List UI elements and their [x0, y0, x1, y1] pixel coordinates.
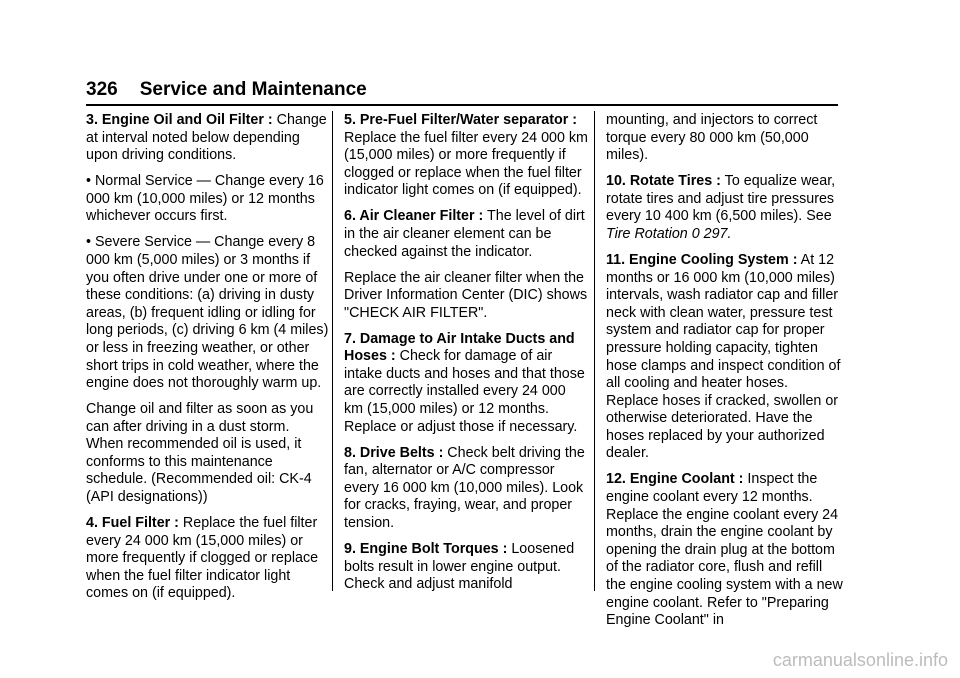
- item-heading: 3. Engine Oil and Oil Filter :: [86, 112, 273, 128]
- item-engine-coolant: [606, 471, 844, 629]
- column-divider-2: [594, 111, 595, 591]
- column-3: [606, 112, 844, 638]
- paragraph-continuation: mounting, and injectors to correct torque every 80 000 km (50,000 miles).: [606, 112, 818, 164]
- item-heading: 11. Engine Cooling System :: [606, 251, 798, 268]
- cross-reference-link[interactable]: Tire Rotation: [606, 225, 688, 242]
- item-heading: 8. Drive Belts :: [344, 444, 444, 461]
- column-2: [344, 112, 588, 602]
- item-rotate-tires: [606, 173, 844, 243]
- item-heading: 7. Damage to Air Intake Ducts and Hoses :: [344, 330, 575, 365]
- item-text: Check belt driving the fan, alternator or A/C compressor every 16 000 km (10,000 miles). Look for cracks, fraying, wear, and proper tension.: [344, 444, 585, 532]
- item-text: Inspect the engine coolant every 12 months. Replace the engine coolant every 24 months, drain the engine coolant by opening the drain plug at the bottom of the radiator core, flush and refill the engine cooling system with a new engine coolant. Refer to "Preparing Engine Coolant" in: [606, 471, 843, 629]
- section-title: Service and Maintenance: [139, 79, 367, 100]
- item-heading: 10. Rotate Tires :: [606, 173, 721, 190]
- item-bolt-torques: [344, 541, 588, 594]
- page-number: 326: [86, 79, 118, 100]
- paragraph-air-filter-note: Replace the air cleaner filter when the Driver Information Center (DIC) shows "CHECK AIR FILTER".: [344, 269, 588, 321]
- page-header: [86, 79, 367, 107]
- item-cooling-system: [606, 252, 844, 463]
- item-text: Check for damage of air intake ducts and hoses and that those are correctly installed every 24 000 km (15,000 miles) or 12 months. Replace or adjust those if necessary.: [344, 348, 585, 435]
- item-heading: 6. Air Cleaner Filter :: [344, 208, 484, 225]
- item-heading: 5. Pre-Fuel Filter/Water separator :: [344, 112, 578, 128]
- item-engine-oil: [86, 112, 330, 165]
- watermark: carmanualsonline.info: [772, 650, 948, 670]
- item-text: Change at interval noted below depending upon driving conditions.: [86, 112, 327, 164]
- item-air-cleaner: [344, 208, 588, 261]
- item-pre-fuel-filter: [344, 112, 588, 200]
- item-heading: 4. Fuel Filter :: [86, 515, 179, 532]
- column-divider-1: [332, 111, 333, 591]
- item-fuel-filter: [86, 515, 330, 603]
- item-text: To equalize wear, rotate tires and adjust tire pressures every 10 400 km (6,500 miles). See: [606, 173, 836, 225]
- bullet-severe-service: • Severe Service — Change every 8 000 km (5,000 miles) or 3 months if you often drive under one or more of these conditions: (a) driving in dusty areas, (b) frequent idling or idling for long periods, (c) driving 6 km (4 miles) or less in freezing weather, or other short trips in cold weather, where the engine does not thoroughly warm up.: [86, 234, 329, 392]
- item-air-intake: [344, 331, 588, 437]
- paragraph-oil-note: Change oil and filter as soon as you can after driving in a dust storm. When recommended oil is used, it conforms to this maintenance schedule. (Recommended oil: CK-4 (API designations)): [86, 401, 314, 506]
- item-drive-belts: [344, 445, 588, 533]
- page-reference: 0 297.: [687, 225, 732, 242]
- item-heading: 9. Engine Bolt Torques :: [344, 541, 508, 558]
- item-text: Loosened bolts result in lower engine output. Check and adjust manifold: [344, 541, 575, 593]
- column-1: [86, 112, 330, 611]
- item-text: The level of dirt in the air cleaner element can be checked against the indicator.: [344, 208, 585, 260]
- item-heading: 12. Engine Coolant :: [606, 471, 744, 488]
- item-text: Replace the fuel filter every 24 000 km (15,000 miles) or more frequently if clogged or replace when the fuel filter indicator light comes on (if equipped).: [344, 129, 588, 199]
- item-text: At 12 months or 16 000 km (10,000 miles) intervals, wash radiator cap and filler neck with clean water, pressure test system and radiator cap for proper pressure holding capacity, tighten hose clamps and inspect condition of all cooling and heater hoses. Replace hoses if cracked, swollen or otherwise deteriorated. Have the hoses replaced by your authorized dealer.: [606, 251, 841, 462]
- bullet-normal-service: • Normal Service — Change every 16 000 km (10,000 miles) or 12 months whichever occurs first.: [86, 173, 324, 225]
- item-text: Replace the fuel filter every 24 000 km (15,000 miles) or more frequently if clogged or replace when the fuel filter indicator light comes on (if equipped).: [86, 515, 319, 602]
- header-rule: [86, 104, 838, 106]
